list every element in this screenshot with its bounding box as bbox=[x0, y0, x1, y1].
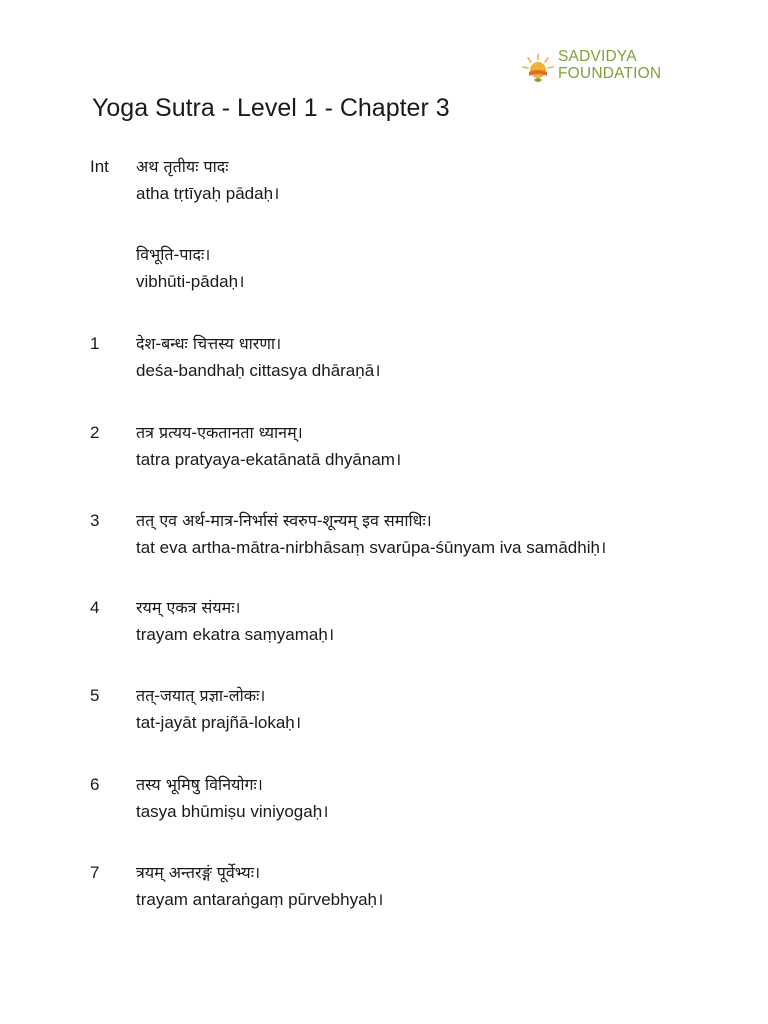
verse-devanagari: रयम् एकत्र संयमः। bbox=[136, 598, 241, 617]
verse-transliteration: vibhūti-pādaḥ। bbox=[136, 272, 245, 291]
verse-number: 6 bbox=[90, 775, 100, 794]
verse-number: Int bbox=[90, 157, 109, 176]
verse-devanagari: तस्य भूमिषु विनियोगः। bbox=[136, 775, 263, 794]
sun-logo-icon bbox=[520, 50, 556, 86]
verse-transliteration: atha tṛtīyaḥ pādaḥ। bbox=[136, 184, 280, 203]
verse-number: 5 bbox=[90, 686, 100, 705]
verse-number: 4 bbox=[90, 598, 100, 617]
verse-transliteration: trayam antaraṅgaṃ pūrvebhyaḥ। bbox=[136, 890, 384, 909]
logo-line-1: SADVIDYA bbox=[558, 48, 637, 65]
verse-number: 3 bbox=[90, 511, 100, 530]
verse-devanagari: तत्-जयात् प्रज्ञा-लोकः। bbox=[136, 686, 266, 705]
verse-transliteration: deśa-bandhaḥ cittasya dhāraṇā। bbox=[136, 361, 381, 380]
sadvidya-logo bbox=[520, 48, 690, 88]
verse-number: 2 bbox=[90, 423, 100, 442]
verse-devanagari: तत् एव अर्थ-मात्र-निर्भासं स्वरुप-शून्यम् इव समाधिः। bbox=[136, 511, 432, 530]
verse-devanagari: विभूति-पादः। bbox=[136, 245, 211, 264]
logo-text bbox=[558, 48, 661, 82]
verse-devanagari: त्रयम् अन्तरङ्गं पूर्वेभ्यः। bbox=[136, 863, 261, 882]
verse-devanagari: अथ तृतीयः पादः bbox=[136, 157, 229, 176]
verse-transliteration: tat eva artha-mātra-nirbhāsaṃ svarūpa-śūnyam iva samādhiḥ। bbox=[136, 538, 607, 557]
verse-transliteration: tasya bhūmiṣu viniyogaḥ। bbox=[136, 802, 329, 821]
page-title: Yoga Sutra - Level 1 - Chapter 3 bbox=[92, 94, 450, 122]
verse-transliteration: trayam ekatra saṃyamaḥ। bbox=[136, 625, 335, 644]
verse-transliteration: tat-jayāt prajñā-lokaḥ। bbox=[136, 713, 302, 732]
verse-number: 7 bbox=[90, 863, 100, 882]
verse-number: 1 bbox=[90, 334, 100, 353]
logo-line-2: FOUNDATION bbox=[558, 65, 662, 82]
verse-devanagari: तत्र प्रत्यय-एकतानता ध्यानम्। bbox=[136, 423, 303, 442]
verse-devanagari: देश-बन्धः चित्तस्य धारणा। bbox=[136, 334, 282, 353]
verse-transliteration: tatra pratyaya-ekatānatā dhyānam। bbox=[136, 450, 402, 469]
